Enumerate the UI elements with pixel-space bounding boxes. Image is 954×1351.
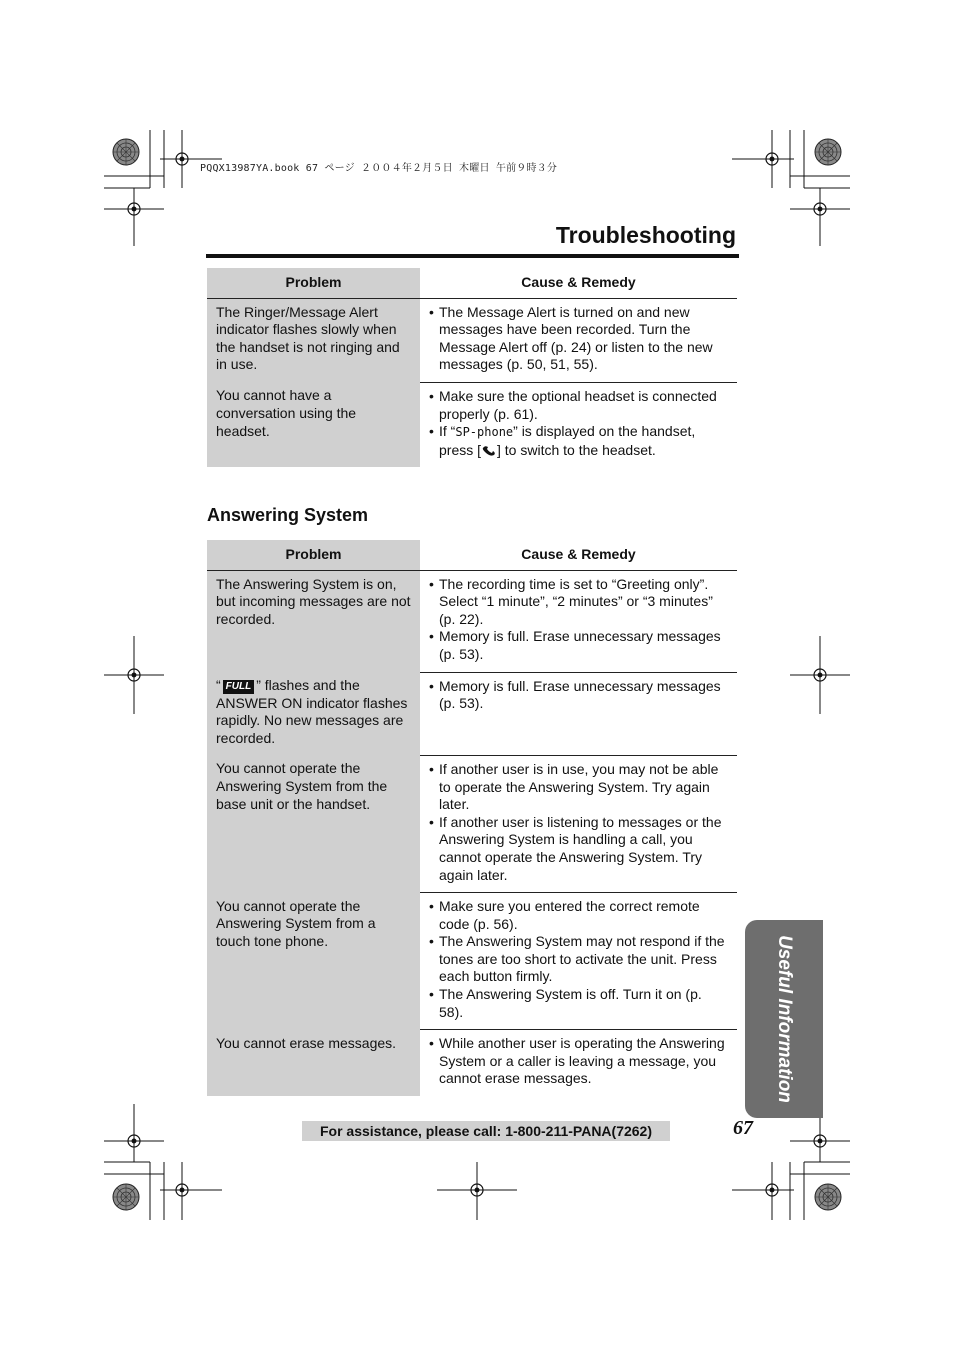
answering-system-table xyxy=(207,540,737,1096)
remedy-item: • Make sure you entered the correct remote code (p. 56). xyxy=(429,898,729,933)
full-indicator-icon: FULL xyxy=(223,680,255,694)
table-header-row xyxy=(207,540,737,570)
table-row xyxy=(207,1030,737,1096)
remedy-text: If “ xyxy=(439,423,456,440)
problem-cell: You cannot operate the Answering System from the base unit or the handset. xyxy=(207,755,420,892)
remedy-cell xyxy=(420,893,737,1030)
page-title: Troubleshooting xyxy=(555,222,736,248)
problem-cell: You cannot operate the Answering System from a touch tone phone. xyxy=(207,893,420,1030)
table-row xyxy=(207,570,737,672)
problem-cell: You cannot erase messages. xyxy=(207,1030,420,1096)
table-row xyxy=(207,755,737,892)
remedy-item: • Memory is full. Erase unnecessary messages (p. 53). xyxy=(429,678,729,713)
talk-key-icon xyxy=(481,444,497,457)
problem-column-header: Problem xyxy=(207,540,420,570)
table-row xyxy=(207,382,737,467)
section-side-tab xyxy=(745,920,823,1118)
remedy-item: • The Message Alert is turned on and new messages have been recorded. Turn the Message Alert off (p. 24) or listen to the new messages (p. 50, 51, 55). xyxy=(429,304,729,374)
troubleshooting-table xyxy=(207,268,737,467)
table-header-row xyxy=(207,268,737,298)
page-number: 67 xyxy=(733,1117,753,1139)
table-row xyxy=(207,893,737,1030)
problem-text: ” flashes and the ANSWER ON indicator flashes rapidly. No new messages are recorded. xyxy=(216,677,408,746)
remedy-cell xyxy=(420,570,737,672)
remedy-item xyxy=(429,423,729,459)
table-row xyxy=(207,298,737,382)
remedy-item: • Make sure the optional headset is connected properly (p. 61). xyxy=(429,388,729,423)
remedy-item: • Memory is full. Erase unnecessary messages (p. 53). xyxy=(429,628,729,663)
title-rule xyxy=(206,254,739,258)
remedy-cell xyxy=(420,1030,737,1096)
problem-cell xyxy=(207,672,420,755)
remedy-item: • While another user is operating the Answering System or a caller is leaving a message, you cannot erase messages. xyxy=(429,1035,729,1088)
side-tab-label: Useful Information xyxy=(774,935,795,1103)
problem-cell: The Ringer/Message Alert indicator flashes slowly when the handset is not ringing and in use. xyxy=(207,298,420,382)
table-row xyxy=(207,672,737,755)
remedy-cell xyxy=(420,672,737,755)
remedy-item: • The recording time is set to “Greeting only”. Select “1 minute”, “2 minutes” or “3 minutes” (p. 22). xyxy=(429,576,729,629)
remedy-text: ” is displayed on the handset, press [ xyxy=(439,423,696,458)
section-heading-answering-system: Answering System xyxy=(207,505,369,525)
problem-cell: You cannot have a conversation using the headset. xyxy=(207,382,420,467)
remedy-item: • The Answering System may not respond if the tones are too short to activate the unit. Press each button firmly. xyxy=(429,933,729,986)
problem-cell: The Answering System is on, but incoming messages are not recorded. xyxy=(207,570,420,672)
remedy-item: • If another user is listening to messages or the Answering System is handling a call, you cannot operate the Answering System. Try again later. xyxy=(429,814,729,884)
assistance-footer: For assistance, please call: 1-800-211-PANA(7262) xyxy=(302,1121,670,1141)
remedy-item: • If another user is in use, you may not be able to operate the Answering System. Try again later. xyxy=(429,761,729,814)
remedy-cell xyxy=(420,755,737,892)
display-text-sp-phone: SP-phone xyxy=(455,425,514,440)
remedy-text: ] to switch to the headset. xyxy=(497,441,656,458)
remedy-item: • The Answering System is off. Turn it on (p. 58). xyxy=(429,986,729,1021)
remedy-cell xyxy=(420,298,737,382)
problem-text: “ xyxy=(216,677,221,694)
print-file-info: PQQX13987YA.book 67 ページ ２００４年２月５日 木曜日 午前９時３分 xyxy=(200,163,558,174)
cause-column-header: Cause & Remedy xyxy=(420,268,737,298)
remedy-cell xyxy=(420,382,737,467)
problem-column-header: Problem xyxy=(207,268,420,298)
cause-column-header: Cause & Remedy xyxy=(420,540,737,570)
